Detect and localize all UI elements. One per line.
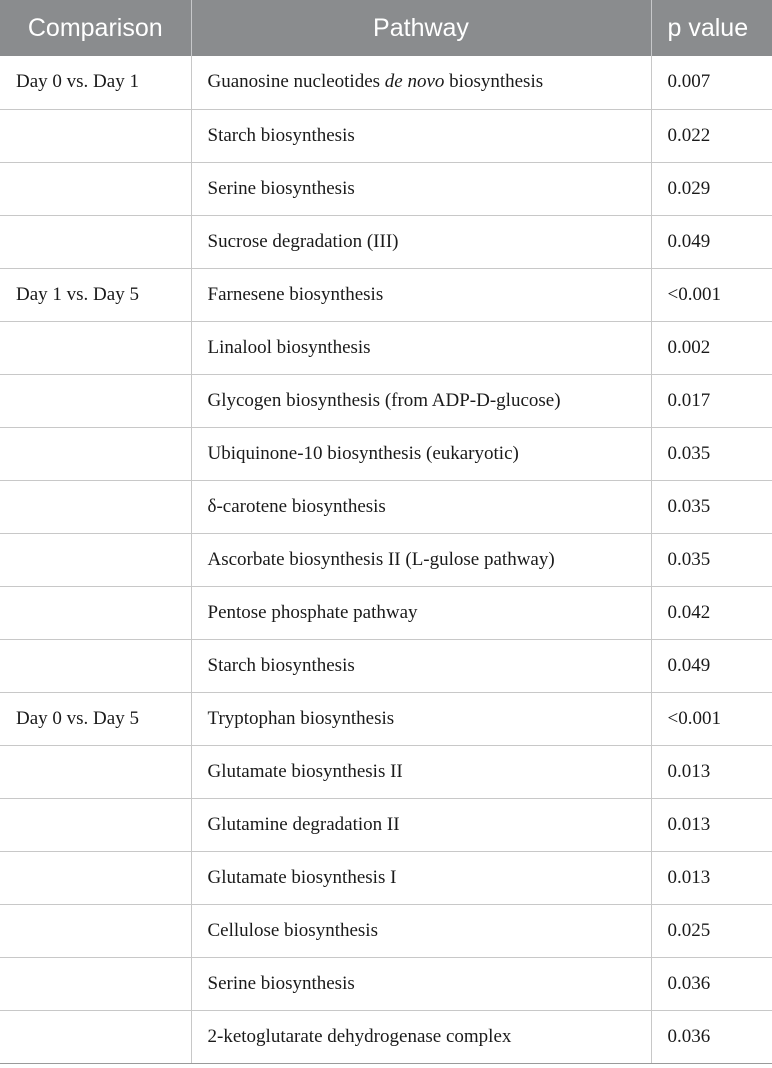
pathway-italic-text: de novo <box>384 71 445 93</box>
pathway-cell: Ubiquinone-10 biosynthesis (eukaryotic) <box>191 427 651 480</box>
header-pathway: Pathway <box>191 0 651 56</box>
comparison-cell <box>0 745 191 798</box>
pathway-text: Guanosine nucleotides <box>207 71 385 93</box>
comparison-cell <box>0 533 191 586</box>
pathway-cell: Glutamate biosynthesis I <box>191 851 651 904</box>
comparison-cell <box>0 321 191 374</box>
pathway-cell: Serine biosynthesis <box>191 957 651 1010</box>
table-row <box>0 957 772 1010</box>
pathway-cell: Glutamine degradation II <box>191 798 651 851</box>
table-row <box>0 798 772 851</box>
table-row <box>0 480 772 533</box>
comparison-cell <box>0 1010 191 1063</box>
table-row <box>0 109 772 162</box>
table-row <box>0 374 772 427</box>
pathway-cell: Sucrose degradation (III) <box>191 215 651 268</box>
p-value-cell: 0.036 <box>651 1010 772 1063</box>
pathway-cell: Starch biosynthesis <box>191 639 651 692</box>
pathway-text: biosynthesis <box>444 71 544 93</box>
pathway-cell: Pentose phosphate pathway <box>191 586 651 639</box>
table-row <box>0 427 772 480</box>
table-row <box>0 692 772 745</box>
p-value-cell: 0.025 <box>651 904 772 957</box>
table-row <box>0 745 772 798</box>
pathway-cell: Glutamate biosynthesis II <box>191 745 651 798</box>
comparison-cell <box>0 957 191 1010</box>
pathway-cell: Farnesene biosynthesis <box>191 268 651 321</box>
pathway-cell: Tryptophan biosynthesis <box>191 692 651 745</box>
comparison-cell <box>0 427 191 480</box>
table-row <box>0 851 772 904</box>
comparison-cell <box>0 639 191 692</box>
p-value-cell: <0.001 <box>651 692 772 745</box>
p-value-cell: 0.022 <box>651 109 772 162</box>
table-row <box>0 321 772 374</box>
pathway-cell: δ-carotene biosynthesis <box>191 480 651 533</box>
p-value-cell: 0.029 <box>651 162 772 215</box>
pathway-cell <box>191 56 651 109</box>
comparison-cell <box>0 109 191 162</box>
comparison-cell <box>0 215 191 268</box>
pathway-cell: Serine biosynthesis <box>191 162 651 215</box>
table-row <box>0 162 772 215</box>
table-row <box>0 904 772 957</box>
p-value-cell: 0.013 <box>651 798 772 851</box>
p-value-cell: 0.002 <box>651 321 772 374</box>
comparison-cell: Day 0 vs. Day 5 <box>0 692 191 745</box>
table-row <box>0 533 772 586</box>
pathway-cell: Linalool biosynthesis <box>191 321 651 374</box>
table-row <box>0 56 772 109</box>
p-value-cell: 0.035 <box>651 427 772 480</box>
comparison-cell <box>0 480 191 533</box>
header-p-value: p value <box>651 0 772 56</box>
pathway-cell: Starch biosynthesis <box>191 109 651 162</box>
table-row <box>0 268 772 321</box>
p-value-cell: 0.017 <box>651 374 772 427</box>
p-value-cell: 0.049 <box>651 215 772 268</box>
table-body <box>0 56 772 1063</box>
p-value-cell: 0.013 <box>651 851 772 904</box>
comparison-cell <box>0 904 191 957</box>
comparison-cell: Day 0 vs. Day 1 <box>0 56 191 109</box>
comparison-cell <box>0 162 191 215</box>
p-value-cell: <0.001 <box>651 268 772 321</box>
p-value-cell: 0.042 <box>651 586 772 639</box>
pathway-cell: Ascorbate biosynthesis II (L-gulose pathway) <box>191 533 651 586</box>
p-value-cell: 0.007 <box>651 56 772 109</box>
pathway-cell: 2-ketoglutarate dehydrogenase complex <box>191 1010 651 1063</box>
comparison-cell <box>0 798 191 851</box>
p-value-cell: 0.035 <box>651 480 772 533</box>
comparison-cell: Day 1 vs. Day 5 <box>0 268 191 321</box>
p-value-cell: 0.049 <box>651 639 772 692</box>
pathway-cell: Cellulose biosynthesis <box>191 904 651 957</box>
p-value-cell: 0.013 <box>651 745 772 798</box>
table-row <box>0 639 772 692</box>
header-comparison: Comparison <box>27 13 163 42</box>
pathway-cell: Glycogen biosynthesis (from ADP-D-glucose) <box>191 374 651 427</box>
table-header <box>0 0 772 56</box>
header-row <box>0 0 772 56</box>
p-value-cell: 0.035 <box>651 533 772 586</box>
comparison-cell <box>0 851 191 904</box>
table-row <box>0 1010 772 1063</box>
table-row <box>0 215 772 268</box>
table-row <box>0 586 772 639</box>
p-value-cell: 0.036 <box>651 957 772 1010</box>
comparison-cell <box>0 374 191 427</box>
comparison-cell <box>0 586 191 639</box>
